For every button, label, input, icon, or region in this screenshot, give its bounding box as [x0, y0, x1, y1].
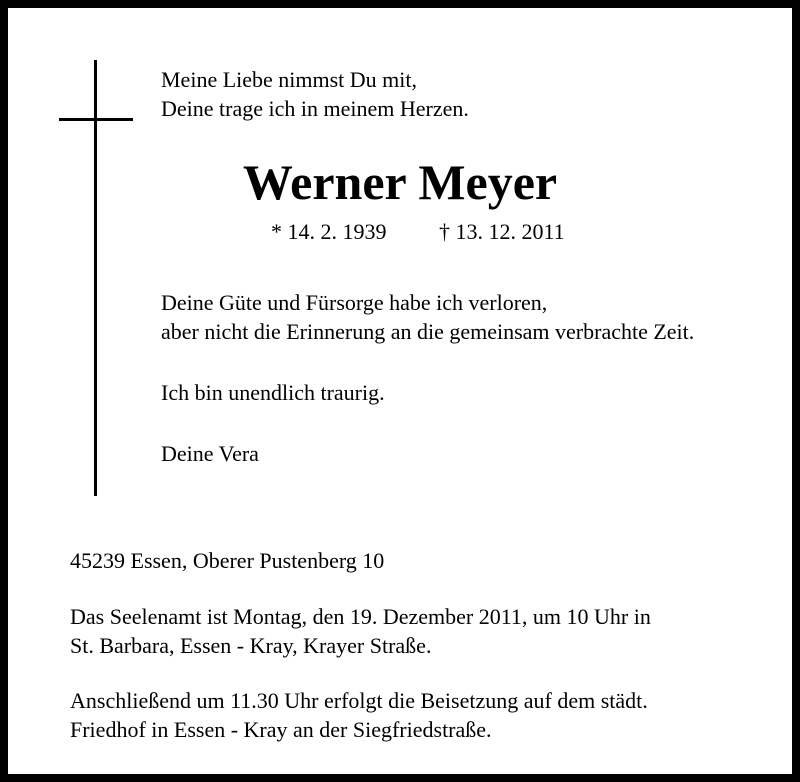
mass-line-1: Das Seelenamt ist Montag, den 19. Dezember 2011, um 10 Uhr in: [70, 604, 651, 629]
message-line-1: Deine Güte und Fürsorge habe ich verloren,: [161, 290, 548, 315]
cross-horizontal-bar: [59, 118, 133, 121]
address-line: 45239 Essen, Oberer Pustenberg 10: [70, 548, 385, 573]
deceased-name: Werner Meyer: [242, 154, 558, 210]
signature: Deine Vera: [161, 441, 259, 466]
death-date: † 13. 12. 2011: [439, 219, 565, 244]
sorrow-line: Ich bin unendlich traurig.: [161, 380, 385, 405]
message-line-2: aber nicht die Erinnerung an die gemeinsam verbrachte Zeit.: [161, 319, 695, 344]
cross-vertical-bar: [94, 60, 97, 496]
mass-line-2: St. Barbara, Essen - Kray, Krayer Straße.: [70, 633, 432, 658]
burial-line-2: Friedhof in Essen - Kray an der Siegfriedstraße.: [70, 717, 492, 742]
burial-line-1: Anschließend um 11.30 Uhr erfolgt die Beisetzung auf dem städt.: [70, 688, 648, 713]
opening-line-2: Deine trage ich in meinem Herzen.: [161, 96, 469, 121]
life-dates: [8, 215, 792, 247]
opening-line-1: Meine Liebe nimmst Du mit,: [161, 67, 418, 92]
birth-date: * 14. 2. 1939: [271, 219, 387, 244]
